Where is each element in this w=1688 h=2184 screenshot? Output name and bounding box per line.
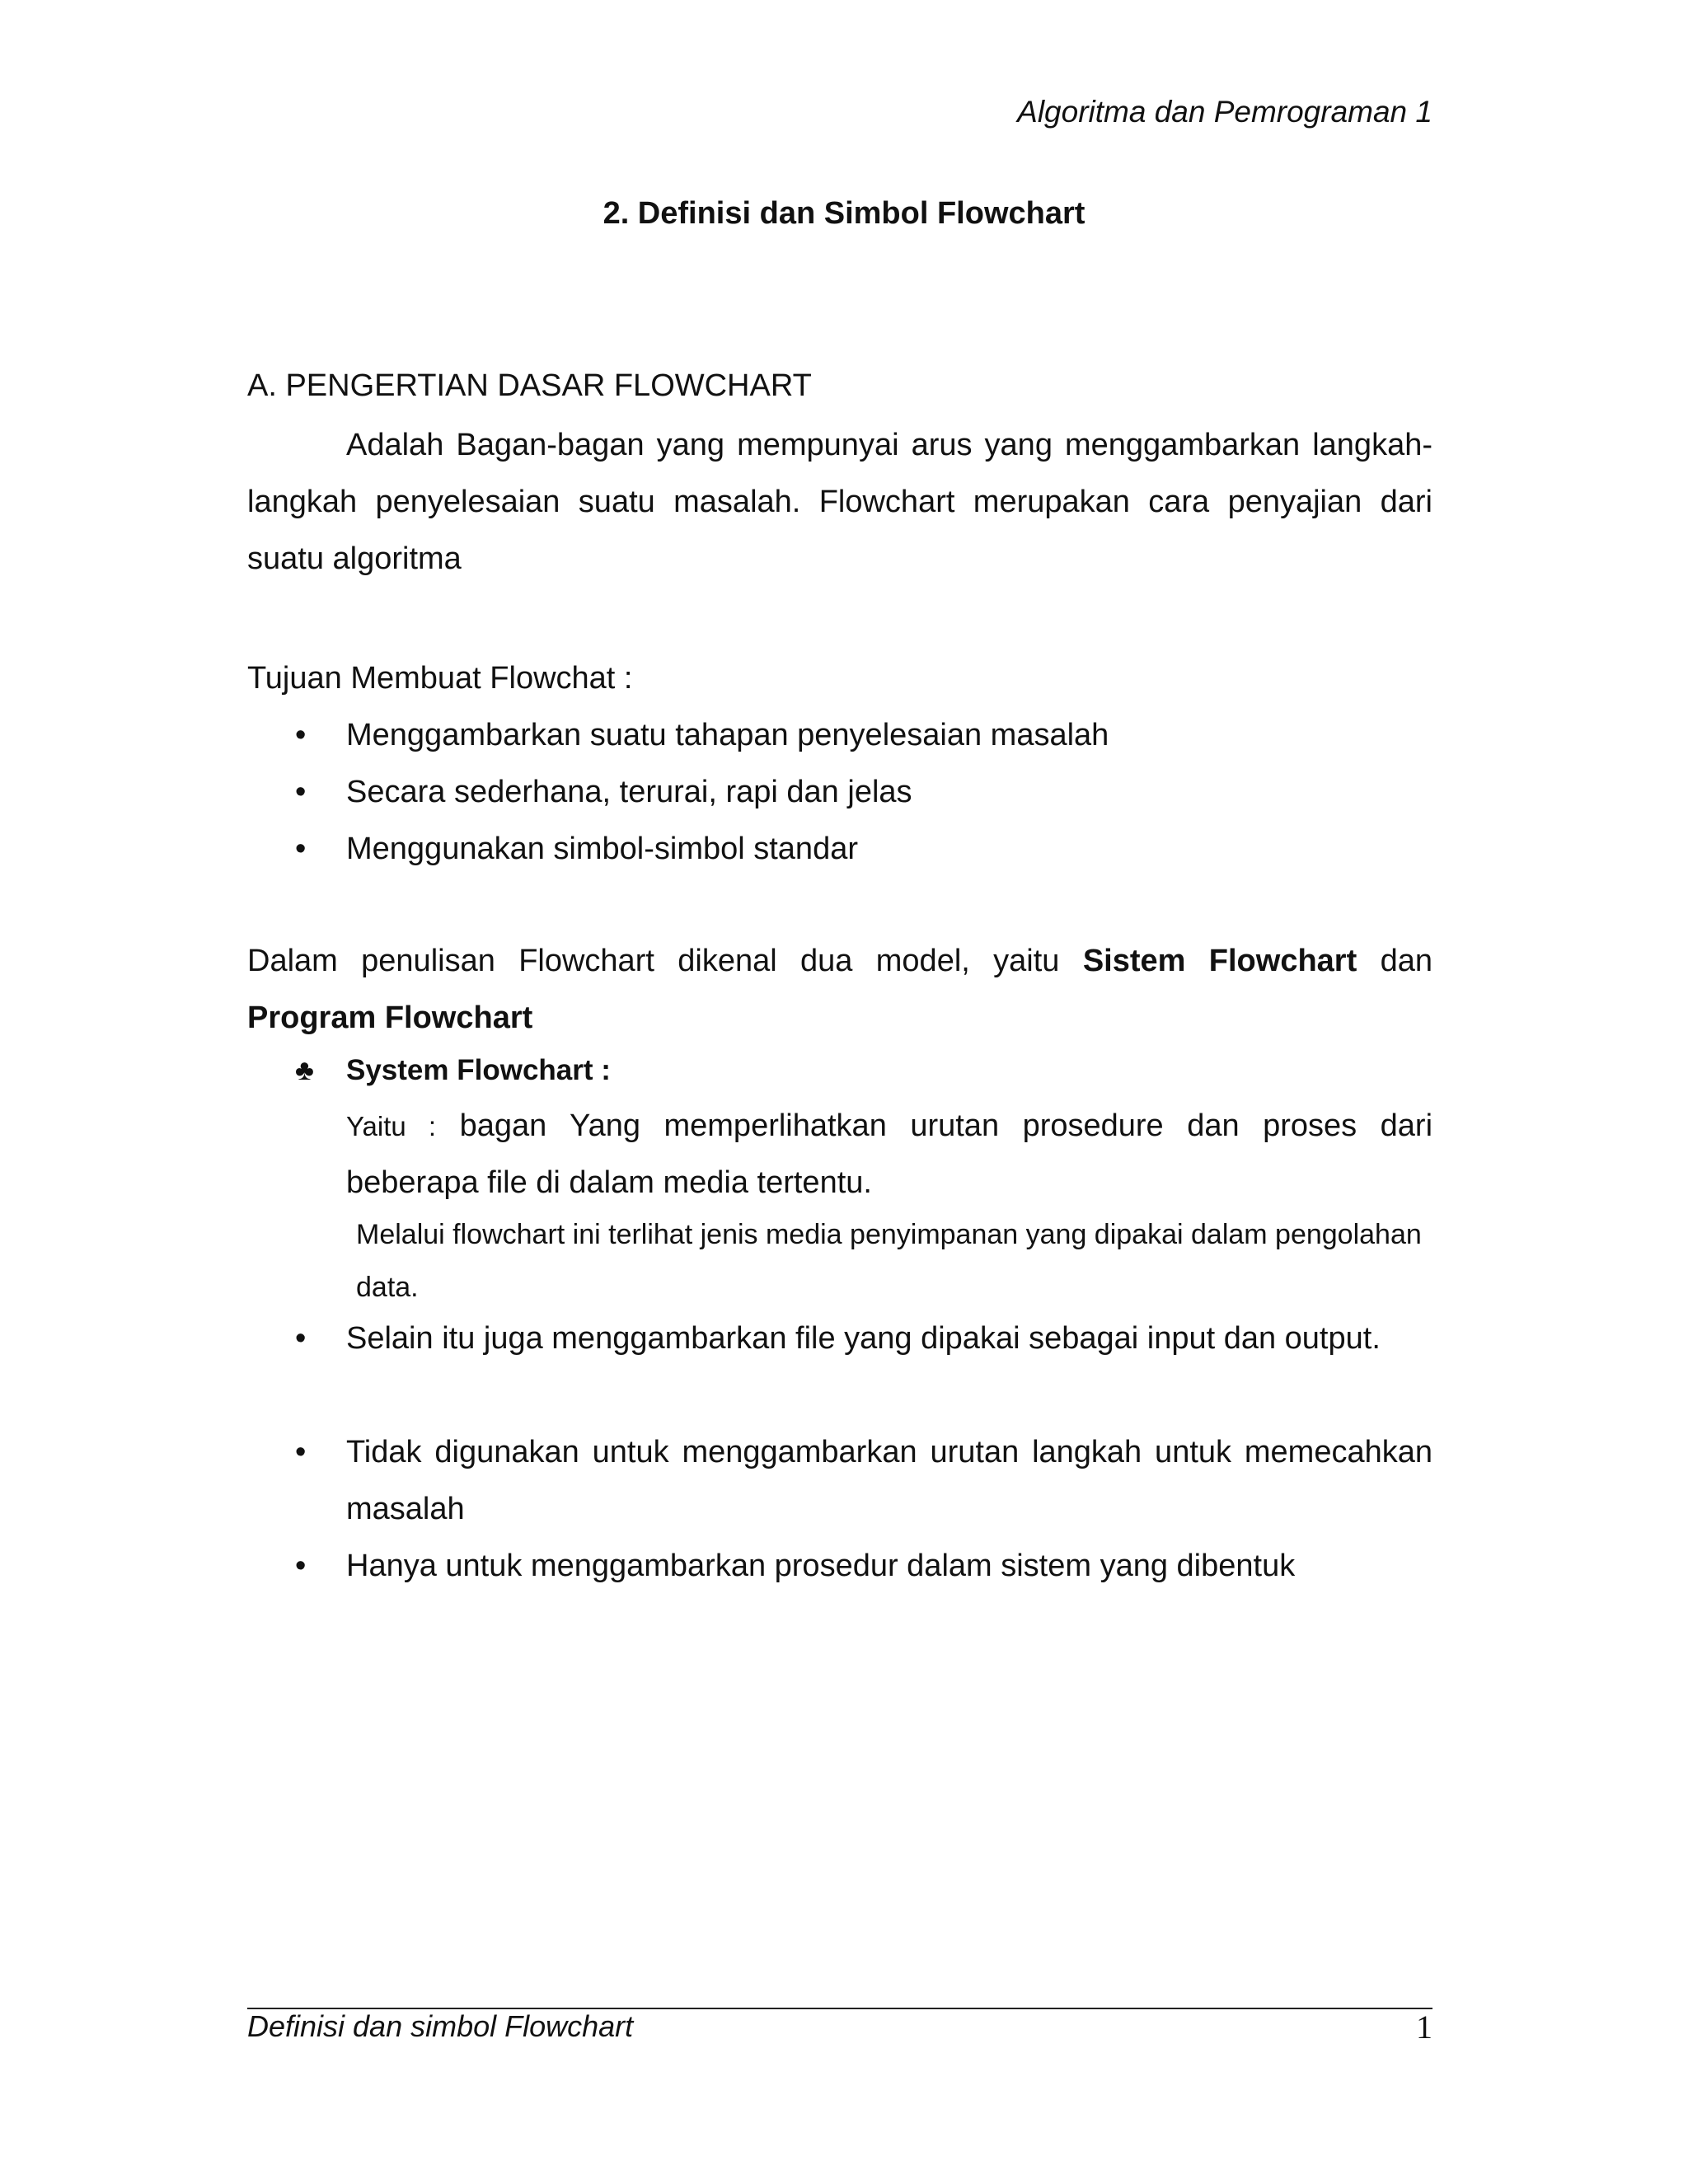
bullet-icon: • — [295, 1321, 307, 1356]
models-paragraph — [247, 933, 1432, 1047]
list-item — [247, 1424, 1432, 1538]
chapter-title: 2. Definisi dan Simbol Flowchart — [603, 196, 1085, 231]
bullet-icon: • — [295, 1435, 307, 1469]
club-icon: ♣ — [295, 1054, 314, 1086]
bullet-icon: • — [295, 1549, 307, 1583]
system-flowchart-title: System Flowchart : — [346, 1054, 611, 1086]
definition-paragraph: Adalah Bagan-bagan yang mempunyai arus yang menggambarkan langkah-langkah penyelesaian suatu masalah. Flowchart merupakan cara penyajian dari suatu algoritma — [247, 428, 1432, 576]
yaitu-text: bagan Yang memperlihatkan urutan prosedure dan proses dari beberapa file di dalam media tertentu. — [346, 1108, 1433, 1200]
list-item — [247, 821, 1432, 878]
model-program-flowchart: Program Flowchart — [247, 1001, 533, 1035]
running-header: Algoritma dan Pemrograman 1 — [1017, 95, 1432, 129]
list-item-text: Tidak digunakan untuk menggambarkan urutan langkah untuk memecahkan masalah — [346, 1435, 1432, 1526]
list-item-text: Selain itu juga menggambarkan file yang dipakai sebagai input dan output. — [346, 1321, 1381, 1356]
list-item-text: Secara sederhana, terurai, rapi dan jelas — [346, 775, 912, 809]
list-item-text: Hanya untuk menggambarkan prosedur dalam sistem yang dibentuk — [346, 1549, 1296, 1583]
list-item — [247, 764, 1432, 821]
yaitu-label: Yaitu : — [346, 1111, 437, 1141]
list-item — [247, 1310, 1432, 1367]
list-item — [247, 1538, 1432, 1595]
models-intro: Dalam penulisan Flowchart dikenal dua model, yaitu — [247, 944, 1060, 978]
list-item-text: Menggambarkan suatu tahapan penyelesaian masalah — [346, 718, 1109, 752]
bullet-icon: • — [295, 775, 307, 809]
bullet-icon: • — [295, 718, 307, 752]
tujuan-heading: Tujuan Membuat Flowchat : — [247, 661, 633, 696]
system-flowchart-heading — [247, 1046, 611, 1095]
footer-title: Definisi dan simbol Flowchart — [247, 2009, 634, 2043]
yaitu-paragraph — [346, 1098, 1432, 1212]
list-item — [247, 707, 1432, 764]
bullet-icon: • — [295, 832, 307, 866]
media-note: Melalui flowchart ini terlihat jenis media penyimpanan yang dipakai dalam pengolahan data. — [356, 1219, 1422, 1303]
page-number: 1 — [1416, 2008, 1432, 2046]
section-heading: A. PENGERTIAN DASAR FLOWCHART — [247, 368, 812, 403]
list-item-text: Menggunakan simbol-simbol standar — [346, 832, 858, 866]
models-connector: dan — [1380, 944, 1433, 978]
model-sistem-flowchart: Sistem Flowchart — [1082, 944, 1357, 978]
